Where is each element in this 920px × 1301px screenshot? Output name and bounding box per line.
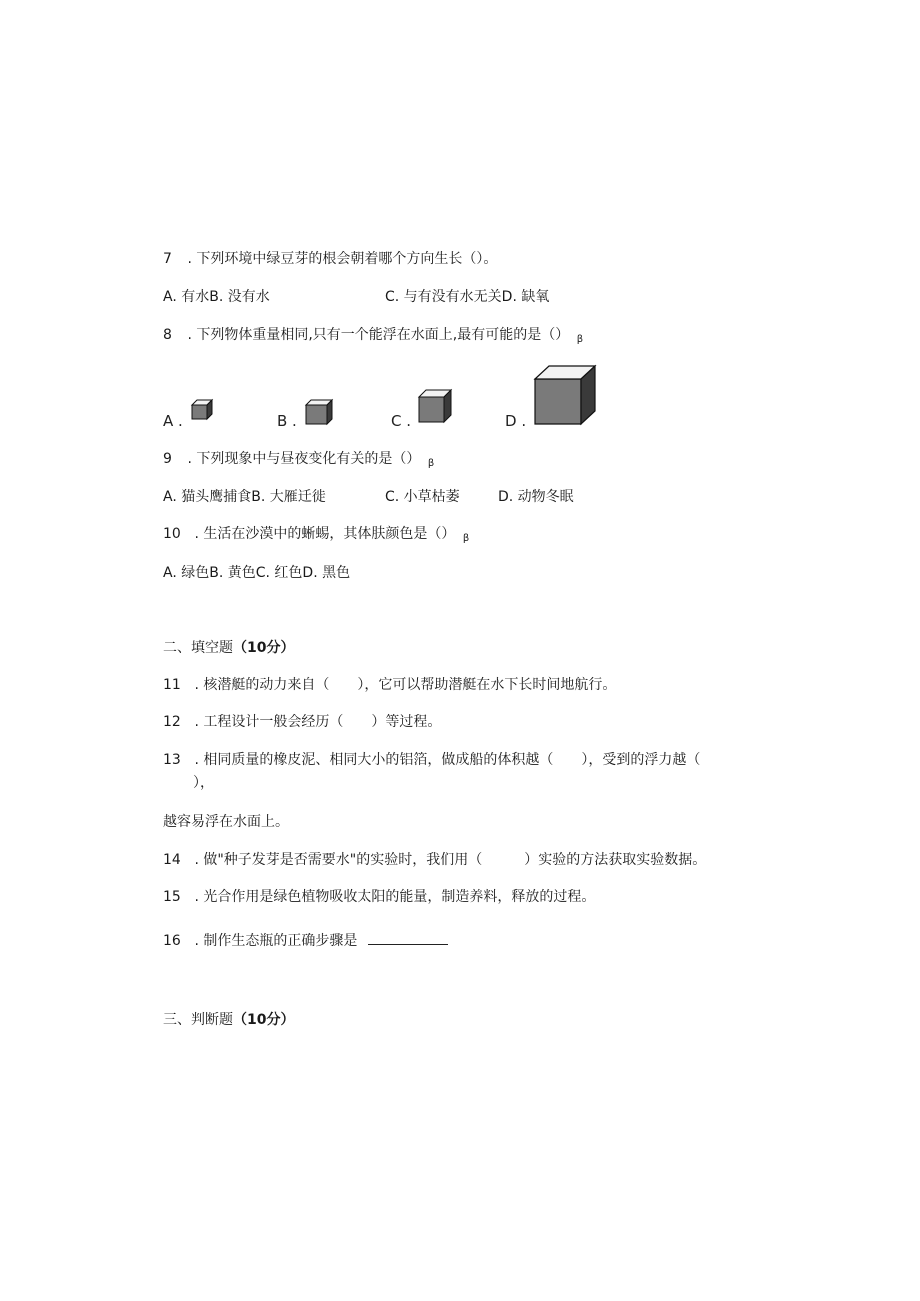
question-16 <box>163 930 448 950</box>
question-text: . 下列现象中与昼夜变化有关的是（） <box>187 451 421 467</box>
q7-options-cd: C. 与有没有水无关D. 缺氧 <box>385 289 550 305</box>
question-text: . 下列物体重量相同,只有一个能浮在水面上,最有可能的是（） <box>187 327 570 343</box>
question-text: . 工程设计一般会经历（ ）等过程。 <box>194 714 442 730</box>
question-14 <box>163 851 706 869</box>
question-13-last-line: 越容易浮在水面上。 <box>163 814 289 830</box>
question-text: . 相同质量的橡皮泥、相同大小的铝箔，做成船的体积越（ ），受到的浮力越（ <box>194 752 701 768</box>
question-number: 8 <box>163 327 172 343</box>
question-mark: β <box>462 533 470 544</box>
question-12 <box>163 713 441 731</box>
section-title: 二、填空题 <box>163 640 233 656</box>
question-mark: β <box>427 458 435 469</box>
q9-options-ab: A. 猫头鹰捕食B. 大雁迁徙 <box>163 489 326 505</box>
question-15 <box>163 888 595 906</box>
section-title-true-false <box>163 1009 294 1029</box>
q10-options: A. 绿色B. 黄色C. 红色D. 黑色 <box>163 565 351 581</box>
question-text: . 光合作用是绿色植物吸收太阳的能量，制造养料，释放的过程。 <box>194 889 596 905</box>
question-11 <box>163 676 616 694</box>
question-number: 12 <box>163 714 181 730</box>
medium-small-cube-icon <box>304 398 334 426</box>
q8-option-d-label: D . <box>505 412 527 430</box>
question-number: 16 <box>163 933 181 949</box>
question-13 <box>163 751 700 769</box>
small-cube-icon <box>190 398 214 422</box>
q8-option-c-label: C . <box>391 412 412 430</box>
question-10 <box>163 525 469 548</box>
large-cube-icon <box>533 364 598 426</box>
q9-option-d: D. 动物冬眠 <box>498 489 574 505</box>
q8-option-b-label: B . <box>277 412 297 430</box>
question-text: . 制作生态瓶的正确步骤是 <box>194 933 358 949</box>
section-title-fill-in <box>163 637 294 657</box>
question-number: 13 <box>163 752 181 768</box>
question-7 <box>163 250 497 268</box>
question-number: 9 <box>163 451 172 467</box>
answer-blank <box>368 930 448 945</box>
q9-option-c: C. 小草枯萎 <box>385 489 460 505</box>
question-text: . 做"种子发芽是否需要水"的实验时，我们用（ ）实验的方法获取实验数据。 <box>194 852 707 868</box>
question-9 <box>163 450 434 473</box>
question-number: 10 <box>163 526 181 542</box>
q8-option-a-label: A . <box>163 412 183 430</box>
question-13-continued: ）， <box>193 775 214 791</box>
question-text: . 生活在沙漠中的蜥蜴，其体肤颜色是（） <box>194 526 456 542</box>
question-text: . 下列环境中绿豆芽的根会朝着哪个方向生长（）。 <box>187 251 498 267</box>
question-number: 7 <box>163 251 172 267</box>
section-score: （10分） <box>233 1012 295 1028</box>
question-number: 15 <box>163 889 181 905</box>
question-text: . 核潜艇的动力来自（ ），它可以帮助潜艇在水下长时间地航行。 <box>194 677 617 693</box>
question-8 <box>163 326 583 349</box>
question-number: 14 <box>163 852 181 868</box>
section-score: （10分） <box>233 640 295 656</box>
q7-options-ab: A. 有水B. 没有水 <box>163 289 270 305</box>
question-mark: β <box>576 334 584 345</box>
medium-cube-icon <box>417 388 453 424</box>
question-number: 11 <box>163 677 181 693</box>
section-title: 三、判断题 <box>163 1012 233 1028</box>
